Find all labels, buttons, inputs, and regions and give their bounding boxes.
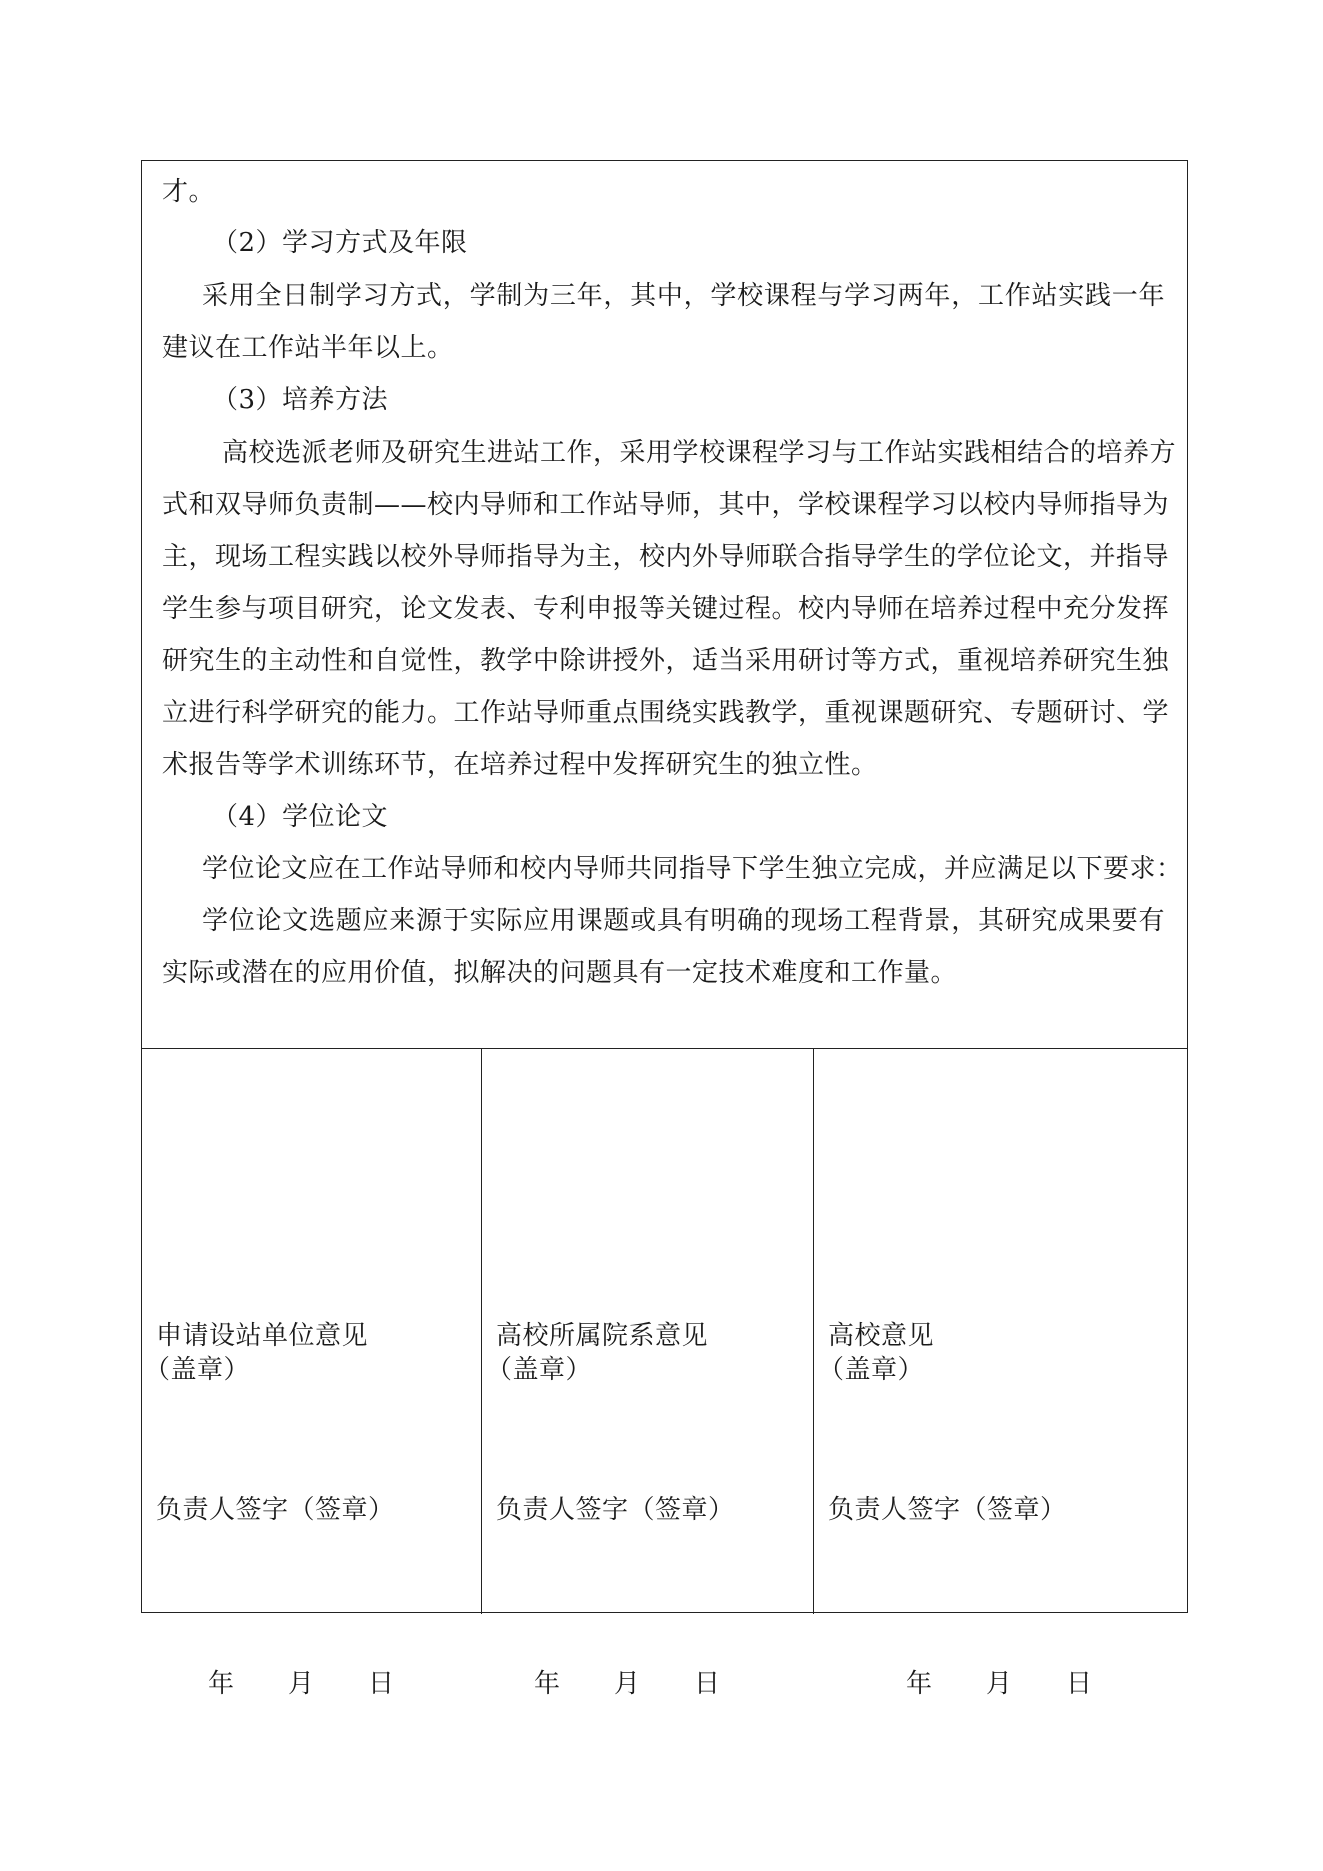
- date-day: 日: [368, 1669, 395, 1699]
- signature-label: 负责人签字（签章）: [496, 1495, 735, 1525]
- date-month: 月: [288, 1669, 315, 1699]
- paragraph-line: 学位论文选题应来源于实际应用课题或具有明确的现场工程背景，其研究成果要有: [202, 906, 1165, 936]
- paragraph-line: 式和双导师负责制——校内导师和工作站导师，其中，学校课程学习以校内导师指导为: [162, 490, 1170, 520]
- section-heading: （2）学习方式及年限: [212, 228, 468, 258]
- date-year: 年: [208, 1669, 235, 1699]
- college-department-opinion-cell: [482, 1049, 814, 1699]
- opinion-title: 高校所属院系意见: [496, 1321, 709, 1351]
- paragraph-line: 学位论文应在工作站导师和校内导师共同指导下学生独立完成，并应满足以下要求：: [202, 854, 1183, 884]
- date-year: 年: [906, 1669, 933, 1699]
- university-opinion-cell: [814, 1049, 1189, 1699]
- paragraph-line: 实际或潜在的应用价值，拟解决的问题具有一定技术难度和工作量。: [162, 958, 958, 988]
- date-day: 日: [694, 1669, 721, 1699]
- paragraph-line: 高校选派老师及研究生进站工作，采用学校课程学习与工作站实践相结合的培养方: [222, 438, 1177, 468]
- applicant-unit-opinion-cell: [142, 1049, 482, 1699]
- signature-label: 负责人签字（签章）: [156, 1495, 395, 1525]
- date-year: 年: [534, 1669, 561, 1699]
- paragraph-line: 研究生的主动性和自觉性，教学中除讲授外，适当采用研讨等方式，重视培养研究生独: [162, 646, 1170, 676]
- paragraph-line: 主，现场工程实践以校外导师指导为主，校内外导师联合指导学生的学位论文，并指导: [162, 542, 1170, 572]
- paragraph-line: 学生参与项目研究，论文发表、专利申报等关键过程。校内导师在培养过程中充分发挥: [162, 594, 1170, 624]
- paragraph-line: 采用全日制学习方式，学制为三年，其中，学校课程与学习两年，工作站实践一年: [202, 281, 1165, 311]
- date-month: 月: [986, 1669, 1013, 1699]
- date-day: 日: [1066, 1669, 1093, 1699]
- opinion-title: 高校意见: [828, 1321, 935, 1351]
- paragraph-line: 立进行科学研究的能力。工作站导师重点围绕实践教学，重视课题研究、专题研讨、学: [162, 698, 1170, 728]
- seal-note: （盖章）: [818, 1355, 925, 1385]
- form-table: [141, 160, 1188, 1699]
- training-plan-text-cell: [142, 161, 1187, 1049]
- opinion-title: 申请设站单位意见: [156, 1321, 369, 1351]
- paragraph-line: 术报告等学术训练环节，在培养过程中发挥研究生的独立性。: [162, 750, 878, 780]
- paragraph-line: 建议在工作站半年以上。: [162, 333, 454, 363]
- date-month: 月: [614, 1669, 641, 1699]
- section-heading: （3）培养方法: [212, 385, 389, 415]
- seal-note: （盖章）: [144, 1355, 251, 1385]
- section-heading: （4）学位论文: [212, 802, 389, 832]
- signature-label: 负责人签字（签章）: [828, 1495, 1067, 1525]
- paragraph-line: 才。: [162, 177, 216, 207]
- seal-note: （盖章）: [486, 1355, 593, 1385]
